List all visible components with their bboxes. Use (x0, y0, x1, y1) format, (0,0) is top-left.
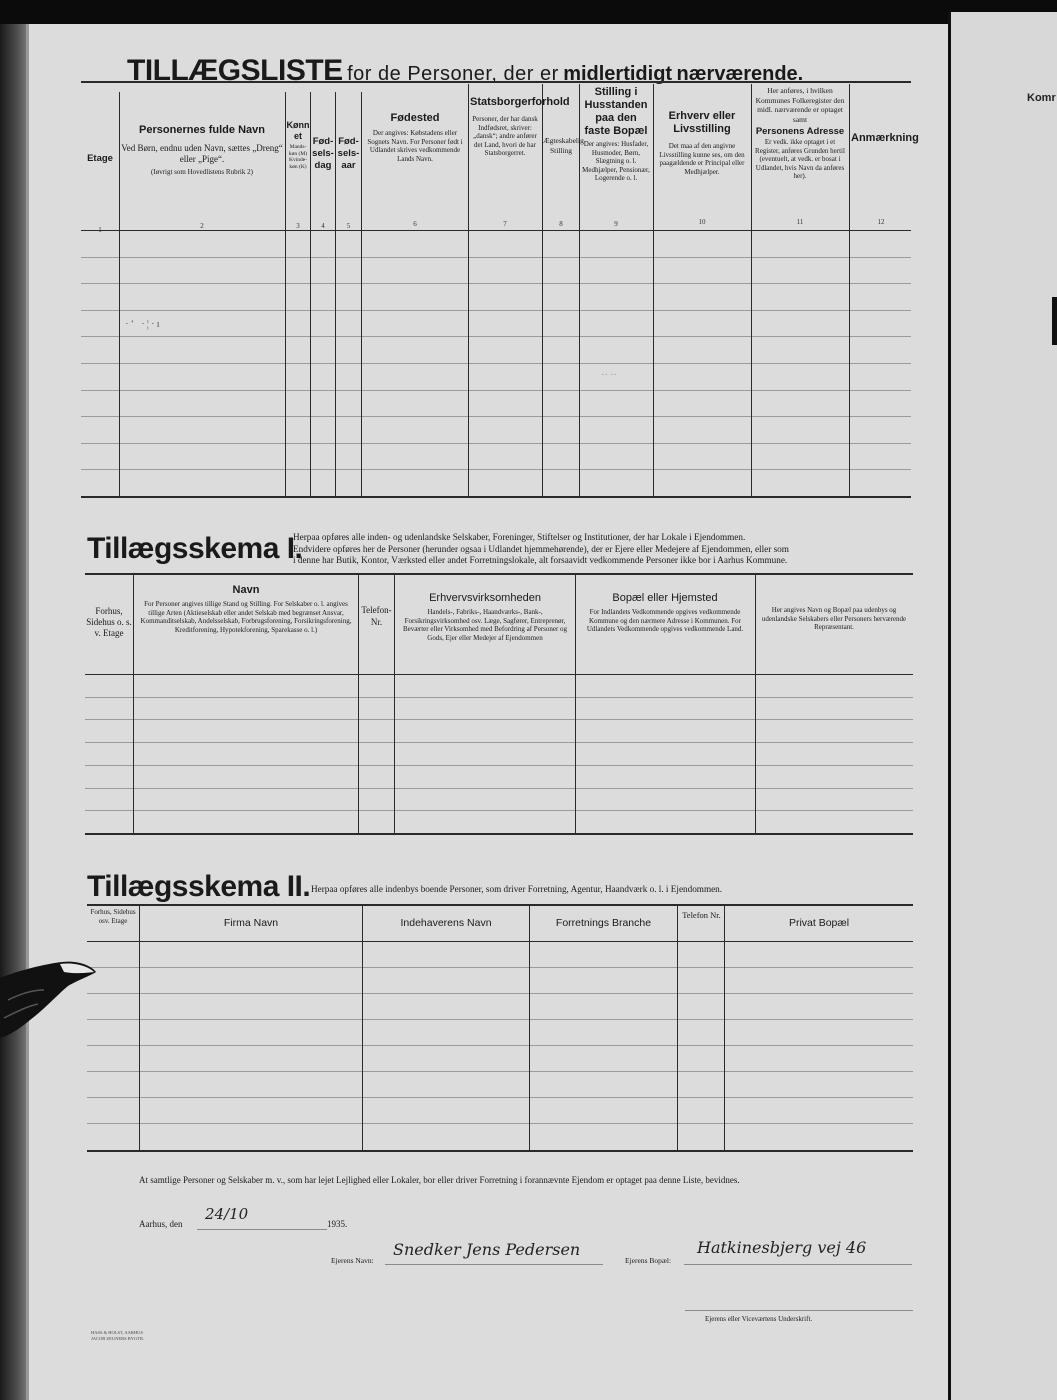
owner-name-line (385, 1264, 603, 1265)
printer-imprint: HASS & HOLST, AARHUS JACOB ZEUNERS BYGTR. (91, 1330, 145, 1341)
col-line (133, 573, 134, 833)
hdr-foedselsaar: Fød-sels-aar (337, 136, 360, 171)
col-num: 4 (321, 222, 325, 230)
skema1-bottom-rule (85, 833, 913, 835)
col-num: 5 (346, 222, 351, 230)
place-label: Aarhus, den (139, 1219, 183, 1229)
hdr-foedselsdag: Fød-sels-dag (312, 136, 334, 171)
main-title-rest-c: nærværende. (676, 63, 804, 85)
skema1-intro: Herpaa opføres alle inden- og udenlandske Selskaber, Foreninger, Stiftelser og Institutioner, der har Lokale i Ejendommen. Endvidere opføres her de Personer (herunder ogsaa i Udlandet hjemmehørende), der er Ejere eller Medejere af Ejendommen, eller som i denne har Butik, Kontor, Værksted eller andet Forretningslokale, alt forsaavidt vedkommende Personer ikke bor i Aarhus Kommune. (293, 532, 789, 565)
owner-name-value: Snedker Jens Pedersen (393, 1240, 581, 1259)
row-line (81, 257, 911, 258)
year: 1935. (327, 1219, 348, 1229)
row-line (81, 390, 911, 391)
skema1-top-rule (85, 573, 913, 575)
row-line (85, 742, 913, 743)
owner-address-label: Ejerens Bopæl: (625, 1256, 672, 1265)
skema2-intro: Herpaa opføres alle indenbys boende Personer, som driver Forretning, Agentur, Haandværk o. l. i Ejendommen. (311, 884, 723, 894)
row-line (85, 788, 913, 789)
s1-hdr-telefon: Telefon-Nr. (361, 605, 392, 627)
row-line (87, 1071, 913, 1072)
row-line (87, 1045, 913, 1046)
main-table-top-rule (81, 81, 911, 83)
col-line (677, 904, 678, 1150)
col-num: 8 (559, 220, 563, 228)
owner-name-label: Ejerens Navn: (331, 1256, 374, 1265)
skema2-title: Tillægsskema II. (87, 870, 311, 903)
col-num: 2 (200, 222, 204, 230)
row-line (85, 765, 913, 766)
col-line (724, 904, 725, 1150)
col-line (119, 92, 120, 496)
faint-pencil-mark: ·· ·· (601, 370, 617, 381)
s1-hdr-bopael: Bopæl eller Hjemsted For Indlandets Vedkommende opgives vedkommende Kommune og den nærmere Adresse i Kommunen. For Udlandets Vedkommende opgives vedkommende Land. (586, 592, 744, 633)
col-num: 11 (796, 218, 804, 226)
skema1-header-rule (85, 674, 913, 675)
col-line (755, 573, 756, 833)
adjacent-page (948, 12, 1057, 1400)
s2-hdr-branche: Forretnings Branche (555, 917, 652, 929)
hdr-aegteskab: Ægteskabelig Stilling (543, 136, 584, 155)
main-table-header-rule (81, 230, 911, 231)
main-title-rest-a: for de Personer, der er (347, 63, 559, 85)
s1-hdr-erhverv: Erhvervsvirksomheden Handels-, Fabriks-, Haandværks-, Bank-, Forsikringsvirksomhed osv. Læge, Sagfører, Entreprenør, Beværter eller Virksomhed med Befordring af Personer og Gods, Ejer eller Medejer af Ejendommen (402, 592, 568, 642)
owner-address-line (684, 1264, 912, 1265)
col-line (529, 904, 530, 1150)
col-line (361, 92, 362, 496)
row-line (81, 283, 911, 284)
thumb-holding-page (0, 960, 100, 1045)
faint-pencil-mark: ·‘ ·¦·ı (125, 318, 162, 330)
hdr-erhverv: Erhverv eller Livsstilling Det maa af den angivne Livsstilling kunne ses, om den paagældende er Principal eller Medhjælper. (659, 110, 745, 176)
row-line (81, 310, 911, 311)
skema2-top-rule (87, 904, 913, 906)
s2-hdr-bopael: Privat Bopæl (788, 917, 850, 929)
col-num: 1 (98, 226, 102, 234)
col-num: 9 (614, 220, 618, 228)
s1-hdr-etage: Forhus, Sidehus o. s. v. Etage (86, 606, 132, 638)
col-line (653, 84, 654, 496)
main-table-bottom-rule (81, 496, 911, 498)
col-num: 7 (503, 220, 507, 228)
s2-hdr-firma: Firma Navn (223, 917, 279, 929)
s2-hdr-telefon: Telefon Nr. (682, 910, 721, 920)
row-line (81, 443, 911, 444)
row-line (85, 810, 913, 811)
signature-line (685, 1310, 913, 1311)
hdr-etage: Etage (87, 153, 113, 164)
date-handwritten: 24/10 (205, 1205, 249, 1223)
skema2-bottom-rule (87, 1150, 913, 1152)
adjacent-page-mark (1052, 297, 1057, 345)
row-line (81, 469, 911, 470)
s2-hdr-etage: Forhus, Sidehus osv. Etage (90, 908, 136, 925)
row-line (81, 416, 911, 417)
hdr-statsborger: Statsborgerforhold Personer, der har dansk Indfødsret, skriver: „dansk“; andre anfører det Land, hvori de har Statsborgerret. (470, 96, 570, 157)
col-num: 3 (296, 222, 300, 230)
row-line (87, 1019, 913, 1020)
col-num: 10 (698, 218, 706, 226)
row-line (87, 993, 913, 994)
col-line (468, 84, 469, 496)
main-title-rest-b: midlertidigt (563, 63, 673, 85)
form-page (26, 24, 949, 1400)
col-line (849, 84, 850, 496)
col-num: 12 (877, 218, 885, 226)
col-line (751, 84, 752, 496)
col-num: 6 (413, 220, 417, 228)
adjacent-page-text: Komr (1027, 92, 1056, 104)
col-line (575, 573, 576, 833)
hdr-koen: Kønnet Mands-køn (M) Kvinde-køn (K) (286, 120, 310, 170)
row-line (81, 336, 911, 337)
signature-label: Ejerens eller Viceværtens Underskrift. (705, 1315, 813, 1323)
col-line (139, 904, 140, 1150)
row-line (87, 1097, 913, 1098)
owner-address-value: Hatkinesbjerg vej 46 (697, 1238, 867, 1257)
row-line (87, 967, 913, 968)
row-line (85, 697, 913, 698)
s1-hdr-navn: Navn For Personer angives tillige Stand og Stilling. For Selskaber o. l. angives tillige Arten (Aktieselskab eller andet Selskab med begrænset Ansvar, Kommanditselskab, Andelsselskab, Forbrugsforening, Forsikringsforening, Kreditforening, Hypotekforening, Sparekasse o. l.) (140, 584, 352, 634)
skema1-title: Tillægsskema I. (87, 532, 303, 565)
declaration: At samtlige Personer og Selskaber m. v., som har lejet Lejlighed eller Lokaler, bor eller driver Forretning i forannævnte Ejendom er optaget paa denne Liste, bevidnes. (139, 1175, 740, 1185)
col-line (394, 573, 395, 833)
col-line (362, 904, 363, 1150)
skema2-header-rule (87, 941, 913, 942)
row-line (87, 1123, 913, 1124)
main-title-bold: TILLÆGSLISTE (127, 54, 343, 87)
hdr-adresse: Her anføres, i hvilken Kommunes Folkeregister den midl. nærværende er optaget samt Personens Adresse Er vedk. ikke optaget i et Register, anføres Grunden hertil (eventuelt, at vedk. er bosat i Udlandet, hvis Navn da anføres her). (755, 86, 845, 180)
col-line (579, 84, 580, 496)
s1-hdr-repraesentant: Her angives Navn og Bopæl paa udenbys og udenlandske Selskabers eller Personers herværende Repræsentant. (761, 606, 907, 631)
date-line (197, 1229, 327, 1230)
hdr-foedested: Fødested Der angives: Købstadens eller Sognets Navn. For Personer født i Udlandet skrives vedkommende Lands Navn. (367, 112, 463, 163)
row-line (81, 363, 911, 364)
hdr-navn: Personernes fulde Navn Ved Børn, endnu uden Navn, sættes „Dreng“ eller „Pige“. (Iøvrigt som Hovedlistens Rubrik 2) (121, 124, 283, 176)
row-line (85, 719, 913, 720)
hdr-stilling: Stilling i Husstanden paa den faste Bopæl Der angives: Husfader, Husmoder, Børn, Slægtning o. l. Medhjælper, Pensionær, Logerende o. l. (582, 86, 650, 182)
s2-hdr-indehaver: Indehaverens Navn (400, 917, 492, 929)
hdr-anmaerkning: Anmærkning (851, 132, 919, 144)
